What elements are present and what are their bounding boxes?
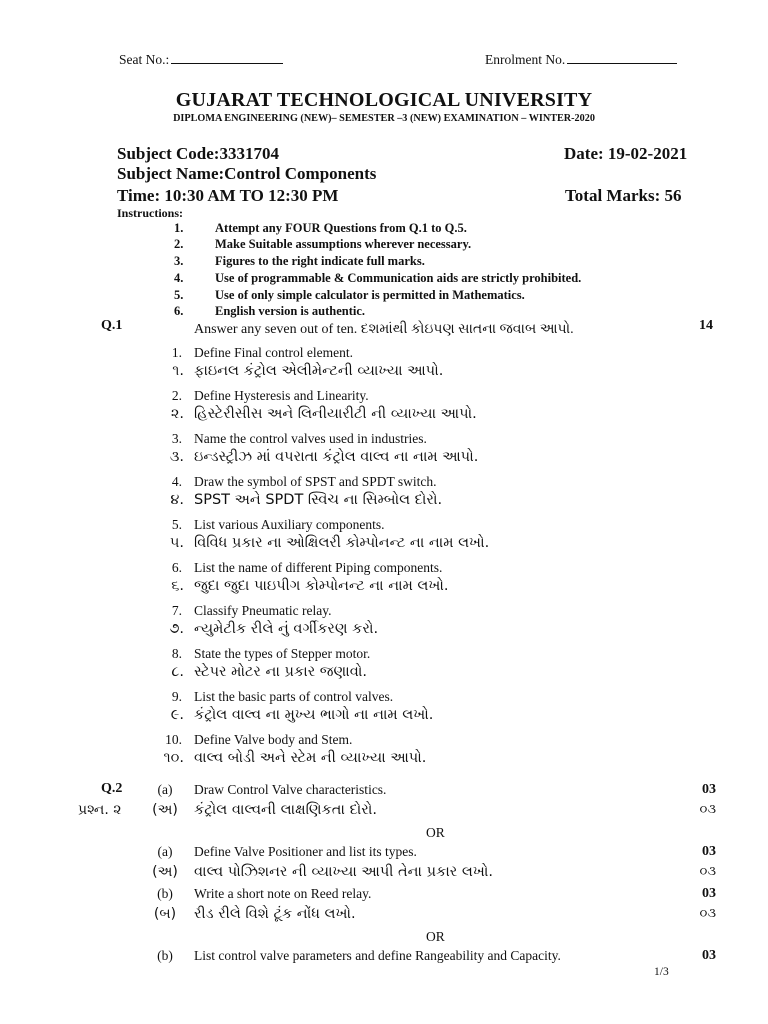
question-number: 6.: [171, 560, 182, 575]
question-number: 4.: [171, 474, 182, 489]
question-text-gujarati: ઇન્ડસ્ટ્રીઝ માં વપરાતા કંટ્રોલ વાલ્વ ના નામ આપો.: [194, 449, 479, 465]
question-text-gujarati: જુદા જુદા પાઇપીગ કોમ્પોનન્ટ ના નામ લખો.: [194, 578, 449, 594]
subject-name: Subject Name:Control Components: [117, 164, 377, 183]
question-text-english: Define Valve body and Stem.: [194, 732, 353, 747]
instruction-text: English version is authentic.: [215, 304, 366, 318]
subquestion-label: (અ): [152, 864, 178, 880]
subquestion-marks: ૦૩: [699, 906, 716, 921]
exam-time: Time: 10:30 AM TO 12:30 PM: [117, 186, 339, 205]
subquestion-text-gujarati: વાલ્વ પોઝિશનર ની વ્યાખ્યા આપી તેના પ્રકાર લખો.: [194, 864, 494, 880]
q2-label-gujarati: પ્રશ્ન. ૨: [78, 802, 122, 818]
question-number: 7.: [171, 603, 182, 618]
subquestion-label: (a): [157, 782, 173, 797]
q1-marks: 14: [699, 318, 713, 333]
question-number: 10.: [165, 732, 182, 747]
instruction-number: 2.: [174, 237, 184, 251]
instruction-number: 5.: [174, 288, 184, 302]
subquestion-marks: 03: [702, 886, 716, 901]
subject-code: Subject Code:3331704: [117, 144, 279, 163]
subquestion-marks: ૦૩: [699, 864, 716, 879]
question-number-gujarati: ૪.: [170, 492, 184, 508]
question-number-gujarati: ૧૦.: [163, 750, 184, 766]
q2-label: Q.2: [101, 781, 123, 796]
subquestion-text-english: Write a short note on Reed relay.: [194, 886, 372, 901]
subquestion-text-gujarati: કંટ્રોલ વાલ્વની લાક્ષણિકતા દોરો.: [194, 802, 378, 818]
enrolment-number-blank: [567, 50, 677, 64]
or-separator: OR: [426, 825, 445, 840]
subquestion-label: (a): [157, 844, 173, 859]
question-number: 5.: [171, 517, 182, 532]
question-text-english: Draw the symbol of SPST and SPDT switch.: [194, 474, 437, 489]
question-text-gujarati: ફાઇનલ કંટ્રોલ એલીમેન્ટની વ્યાખ્યા આપો.: [194, 363, 444, 379]
instruction-text: Make Suitable assumptions wherever necessary.: [215, 237, 472, 251]
subquestion-label: (અ): [152, 802, 178, 818]
university-title: GUJARAT TECHNOLOGICAL UNIVERSITY: [175, 89, 593, 111]
question-text-english: Name the control valves used in industries.: [194, 431, 427, 446]
question-number-gujarati: ૨.: [170, 406, 184, 422]
question-number-gujarati: ૯.: [170, 707, 184, 723]
subquestion-text-gujarati: રીડ રીલે વિશે ટૂંક નોંધ લખો.: [194, 906, 356, 922]
question-number-gujarati: ૧.: [172, 363, 184, 379]
question-text-gujarati: હિસ્ટેરીસીસ અને લિનીયારીટી ની વ્યાખ્યા આપો.: [194, 406, 477, 422]
subquestion-marks: 03: [702, 948, 716, 963]
subquestion-text-english: Draw Control Valve characteristics.: [194, 782, 387, 797]
question-text-gujarati: SPST અને SPDT સ્વિચ ના સિમ્બોલ દોરો.: [194, 492, 443, 508]
instruction-number: 6.: [174, 304, 184, 318]
subquestion-label: (b): [157, 948, 173, 963]
subquestion-marks: ૦૩: [699, 802, 716, 817]
question-text-english: State the types of Stepper motor.: [194, 646, 371, 661]
instruction-text: Attempt any FOUR Questions from Q.1 to Q.5.: [215, 221, 467, 235]
page-number: 1/3: [654, 966, 669, 978]
question-number: 3.: [171, 431, 182, 446]
question-text-english: List the name of different Piping components.: [194, 560, 443, 575]
instruction-text: Figures to the right indicate full marks.: [215, 254, 425, 268]
question-text-gujarati: ન્યુમેટીક રીલે નું વર્ગીકરણ કરો.: [194, 621, 379, 637]
instruction-number: 1.: [174, 221, 184, 235]
question-text-english: List various Auxiliary components.: [194, 517, 385, 532]
question-text-english: Define Hysteresis and Linearity.: [194, 388, 369, 403]
question-number: 9.: [171, 689, 182, 704]
question-text-english: List the basic parts of control valves.: [194, 689, 394, 704]
seat-number-field: [119, 50, 283, 68]
instructions-heading: Instructions:: [117, 206, 184, 220]
question-number-gujarati: ૮.: [171, 664, 184, 680]
exam-line: DIPLOMA ENGINEERING (NEW)– SEMESTER –3 (NEW) EXAMINATION – WINTER-2020: [173, 113, 595, 124]
seat-number-label: Seat No.:: [119, 52, 170, 67]
subquestion-text-english: List control valve parameters and define Rangeability and Capacity.: [194, 948, 561, 963]
question-number: 1.: [171, 345, 182, 360]
question-text-gujarati: વાલ્વ બોડી અને સ્ટેમ ની વ્યાખ્યા આપો.: [194, 750, 427, 766]
question-text-english: Define Final control element.: [194, 345, 353, 360]
subquestion-marks: 03: [702, 782, 716, 797]
instruction-text: Use of programmable & Communication aids are strictly prohibited.: [215, 271, 582, 285]
question-text-gujarati: કંટ્રોલ વાલ્વ ના મુખ્ય ભાગો ના નામ લખો.: [194, 707, 434, 723]
instruction-text: Use of only simple calculator is permitted in Mathematics.: [215, 288, 525, 302]
instruction-number: 4.: [174, 271, 184, 285]
seat-number-blank: [171, 50, 283, 64]
instruction-number: 3.: [174, 254, 184, 268]
enrolment-number-field: [485, 50, 677, 68]
subquestion-marks: 03: [702, 844, 716, 859]
question-text-english: Classify Pneumatic relay.: [194, 603, 332, 618]
question-number-gujarati: ૬.: [171, 578, 184, 594]
q1-label: Q.1: [101, 318, 123, 333]
q1-intro-text: Answer any seven out of ten. દશમાંથી કોઇપણ સાતના જવાબ આપો.: [194, 322, 574, 337]
question-text-gujarati: વિવિધ પ્રકાર ના ઓક્ષિલરી કોમ્પોનન્ટ ના નામ લખો.: [194, 535, 490, 551]
question-text-gujarati: સ્ટેપર મોટર ના પ્રકાર જણાવો.: [194, 664, 367, 680]
enrolment-number-label: Enrolment No.: [485, 52, 566, 67]
subquestion-label: (b): [157, 886, 173, 901]
total-marks: Total Marks: 56: [565, 186, 682, 205]
exam-date: Date: 19-02-2021: [564, 144, 688, 163]
question-number-gujarati: ૩.: [169, 449, 184, 465]
question-number: 2.: [171, 388, 182, 403]
question-number: 8.: [171, 646, 182, 661]
question-number-gujarati: ૫.: [169, 535, 184, 551]
or-separator: OR: [426, 929, 445, 944]
subquestion-text-english: Define Valve Positioner and list its types.: [194, 844, 417, 859]
q1-intro: [194, 321, 574, 338]
subquestion-label: (બ): [153, 906, 177, 922]
question-number-gujarati: ૭.: [169, 621, 184, 637]
